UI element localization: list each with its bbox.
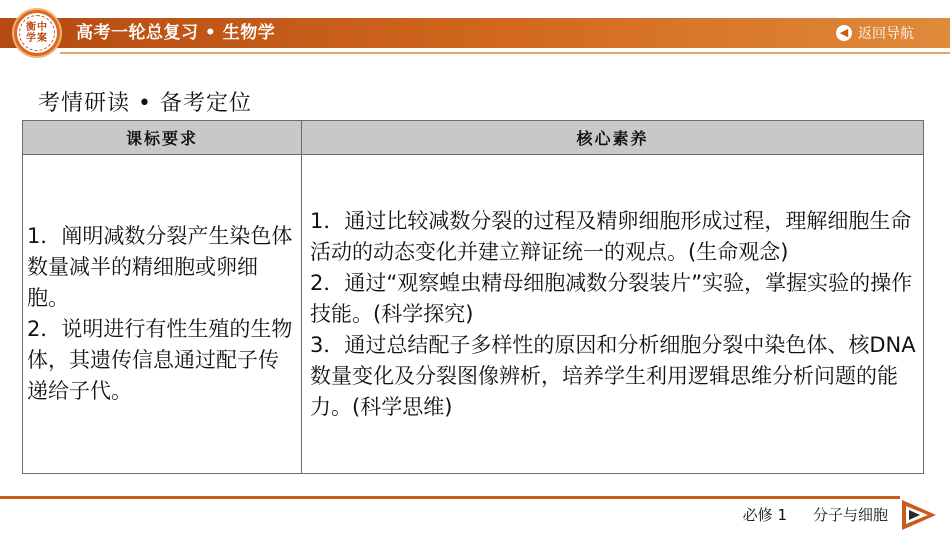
footer-divider: [0, 496, 900, 499]
literacy-item-3: 3．通过总结配子多样性的原因和分析细胞分裂中染色体、核DNA数量变化及分裂图像辨析，培养学生利用逻辑思维分析问题的能力。(科学思维): [310, 332, 916, 419]
next-page-button[interactable]: [900, 498, 938, 532]
literacy-item-1: 1．通过比较减数分裂的过程及精卵细胞形成过程，理解细胞生命活动的动态变化并建立辩证统一的观点。(生命观念): [310, 208, 912, 264]
logo-ring: [19, 15, 55, 51]
column-header-curriculum: 课标要求: [23, 121, 302, 155]
header-divider: [60, 52, 950, 54]
footer-course-info: [743, 504, 888, 525]
footer: [0, 496, 950, 535]
back-to-navigation-button[interactable]: [836, 21, 914, 45]
standards-table: [22, 120, 924, 474]
footer-course: 必修 1: [742, 506, 787, 524]
footer-chapter: 分子与细胞: [812, 506, 888, 524]
curriculum-item-1: 1．阐明减数分裂产生染色体数量减半的精细胞或卵细胞。: [27, 224, 293, 310]
section-title: 考情研读 • 备考定位: [38, 91, 252, 116]
logo: [14, 10, 60, 56]
literacy-item-2: 2．通过“观察蝗虫精母细胞减数分裂装片”实验，掌握实验的操作技能。(科学探究): [310, 270, 913, 326]
curriculum-item-2: 2．说明进行有性生殖的生物体，其遗传信息通过配子传递给子代。: [27, 317, 293, 403]
next-arrow-icon: [900, 498, 938, 532]
curriculum-requirements-cell: [23, 155, 302, 473]
core-literacy-cell: [302, 155, 923, 473]
header-title: 高考一轮总复习 • 生物学: [76, 23, 276, 43]
column-header-core-literacy: 核心素养: [302, 121, 923, 155]
back-arrow-icon: ◀: [836, 25, 852, 41]
back-to-navigation-label: 返回导航: [858, 26, 914, 42]
logo-text: 衡中学案: [26, 22, 48, 44]
header: [0, 0, 950, 70]
